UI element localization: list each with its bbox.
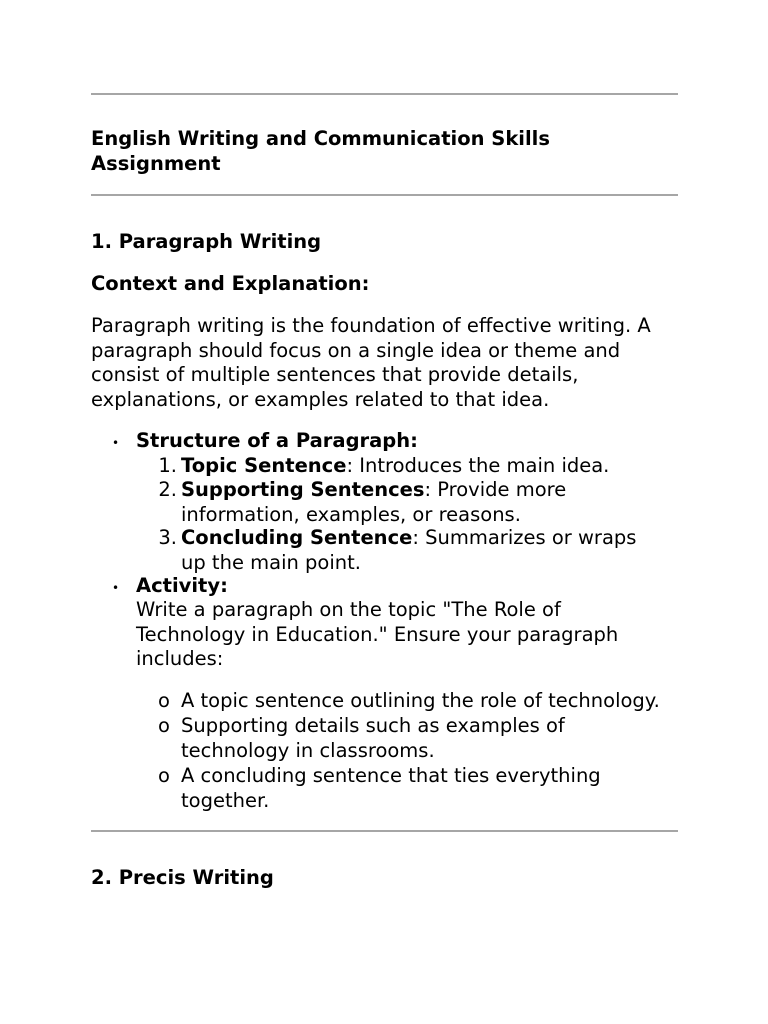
explanation-paragraph: Paragraph writing is the foundation of effective writing. A paragraph should focus on a single idea or theme and consist of multiple sentences that provide details, explanations, or examples related to that idea. <box>91 314 651 411</box>
list-number: 1. <box>158 454 177 477</box>
bullet-marker: • <box>112 436 120 450</box>
structure-label: Structure of a Paragraph: <box>136 429 418 452</box>
horizontal-rule-after-title <box>91 194 678 196</box>
list-item-supporting-sentences <box>181 478 611 527</box>
sub-bullet-marker: o <box>158 764 170 787</box>
activity-item-supporting: Supporting details such as examples of technology in classrooms. <box>181 714 565 762</box>
list-item-topic-sentence <box>181 454 681 479</box>
list-item-term: Concluding Sentence <box>181 526 413 549</box>
context-heading: Context and Explanation: <box>91 272 370 295</box>
activity-text: Write a paragraph on the topic "The Role of Technology in Education." Ensure your paragraph includes: <box>136 598 619 670</box>
sub-bullet-marker: o <box>158 714 170 737</box>
activity-item-concluding: A concluding sentence that ties everything together. <box>181 764 601 812</box>
section-heading-precis-writing: 2. Precis Writing <box>91 866 274 889</box>
list-item-term: Supporting Sentences <box>181 478 425 501</box>
activity-item-topic: A topic sentence outlining the role of technology. <box>181 689 660 712</box>
list-item-text: : Summarizes or wraps up the main point. <box>181 526 637 574</box>
list-number: 3. <box>158 526 177 549</box>
list-item-term: Topic Sentence <box>181 454 347 477</box>
list-item-text: : Introduces the main idea. <box>346 454 610 477</box>
list-item-concluding-sentence <box>181 526 661 575</box>
list-number: 2. <box>158 478 177 501</box>
sub-bullet-marker: o <box>158 689 170 712</box>
section-heading-paragraph-writing: 1. Paragraph Writing <box>91 230 322 253</box>
horizontal-rule-top <box>91 93 678 95</box>
horizontal-rule-section-divider <box>91 830 678 832</box>
document-title: English Writing and Communication Skills Assignment <box>91 127 550 175</box>
list-item-text: : Provide more information, examples, or reasons. <box>181 478 567 526</box>
bullet-marker: • <box>112 581 120 595</box>
activity-label: Activity: <box>136 574 228 597</box>
